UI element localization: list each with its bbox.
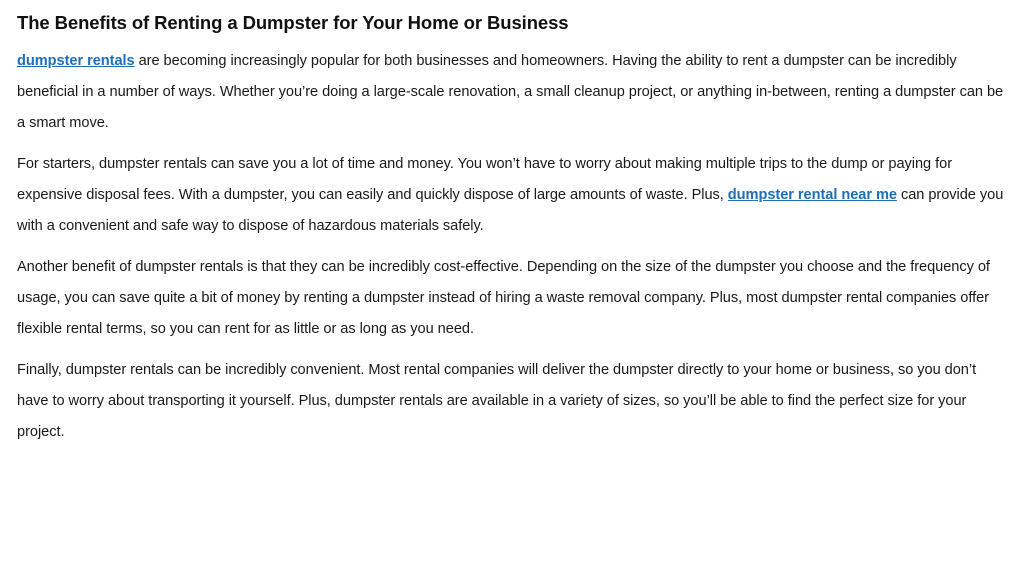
paragraph-starters <box>17 149 1007 242</box>
paragraph-intro <box>17 46 1007 139</box>
paragraph-convenient: Finally, dumpster rentals can be incredibly convenient. Most rental companies will deliver the dumpster directly to your home or business, so you don’t have to worry about transporting it yourself. Plus, dumpster rentals are available in a variety of sizes, so you’ll be able to find the perfect size for your project. <box>17 362 977 440</box>
paragraph-intro-text: are becoming increasingly popular for both businesses and homeowners. Having the ability to rent a dumpster can be incredibly beneficial in a number of ways. Whether you’re doing a large-scale renovation, a small cleanup project, or anything in-between, renting a dumpster can be a smart move. <box>17 53 1004 131</box>
paragraph-starters-text-before: For starters, dumpster rentals can save you a lot of time and money. You won’t have to worry about making multiple trips to the dump or paying for expensive disposal fees. With a dumpster, you can easily and quickly dispose of large amounts of waste. Plus, <box>17 156 953 203</box>
article <box>17 10 1007 458</box>
paragraph-starters-text-after: can provide you with a convenient and safe way to dispose of hazardous materials safely. <box>17 187 1004 234</box>
paragraph-cost-effective: Another benefit of dumpster rentals is that they can be incredibly cost-effective. Depending on the size of the dumpster you choose and the frequency of usage, you can save quite a bit of money by renting a dumpster instead of hiring a waste removal company. Plus, most dumpster rental companies offer flexible rental terms, so you can rent for as little or as long as you need. <box>17 259 990 337</box>
dumpster-rental-near-me-link[interactable]: dumpster rental near me <box>727 187 897 203</box>
dumpster-rentals-link[interactable]: dumpster rentals <box>17 53 135 69</box>
page-title: The Benefits of Renting a Dumpster for Your Home or Business <box>17 12 569 33</box>
